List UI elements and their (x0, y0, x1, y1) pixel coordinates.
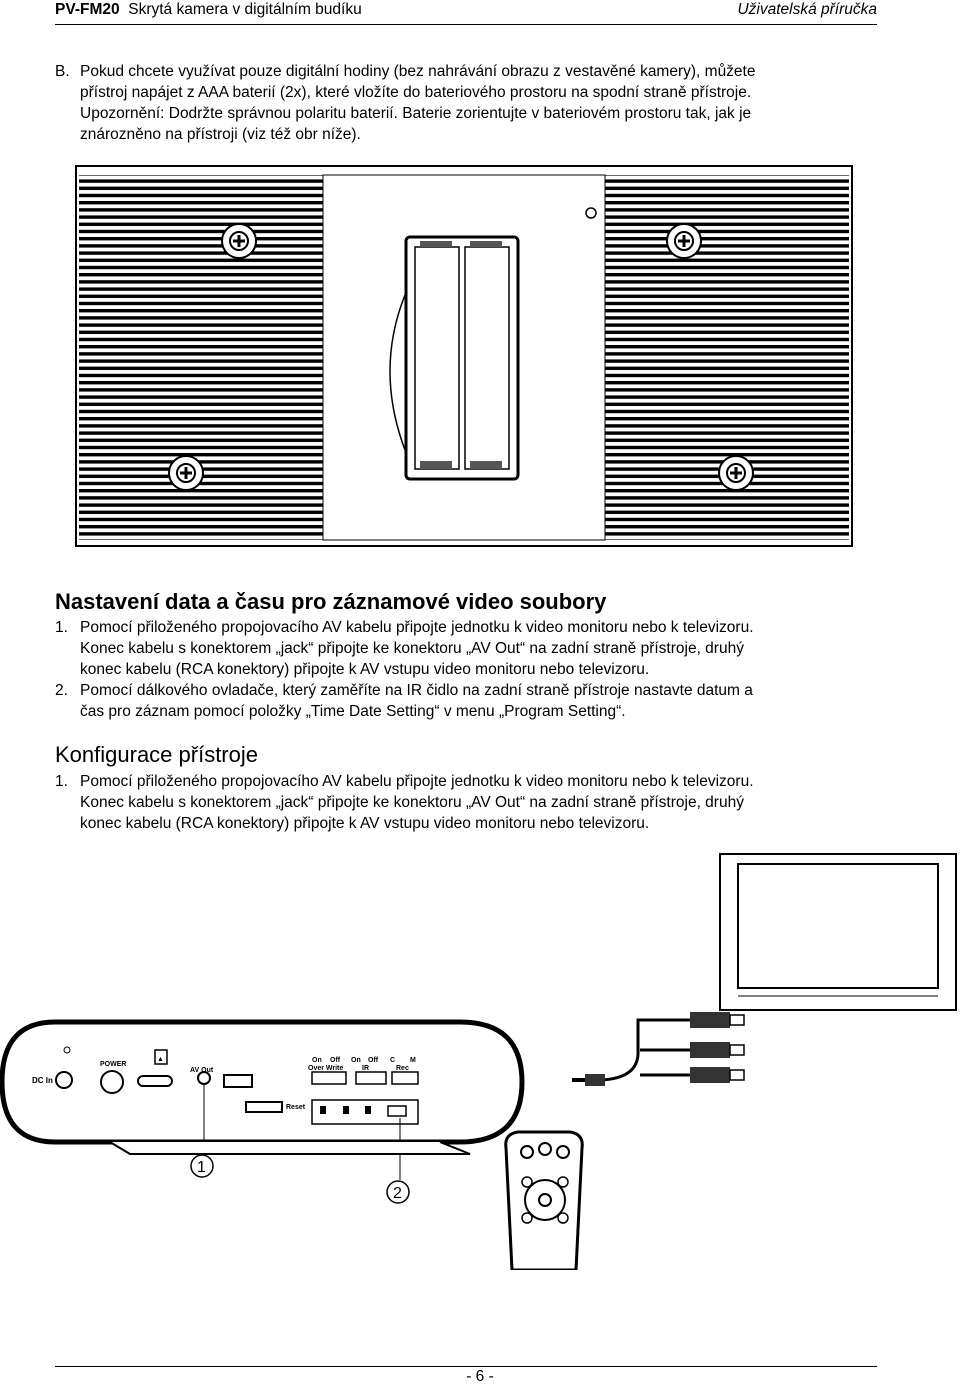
date-time-heading: Nastavení data a času pro záznamové video soubory (55, 589, 607, 614)
c-label: C (390, 1057, 396, 1064)
screw-icon (222, 224, 256, 258)
header-left (55, 1, 362, 19)
item-number: 2. (55, 682, 68, 699)
m-label: M (410, 1057, 416, 1064)
item-line: Pomocí přiloženého propojovacího AV kabelu připojte jednotku k video monitoru nebo k televizoru. (80, 619, 754, 636)
off-label: Off (330, 1057, 341, 1064)
remote-control-icon (506, 1132, 583, 1270)
config-item-1-text (80, 771, 880, 834)
item-line: konec kabelu (RCA konektory) připojte k AV vstupu video monitoru nebo televizoru. (80, 661, 650, 678)
reset-label: Reset (286, 1104, 306, 1111)
item-line: Konec kabelu s konektorem „jack“ připojte ke konektoru „AV Out“ na zadní straně přístroje, druhý (80, 640, 744, 657)
rec-label: Rec (396, 1065, 409, 1072)
av-cable-icon (572, 1012, 744, 1086)
page-number: - 6 - (466, 1368, 494, 1385)
header-title: Skrytá kamera v digitálním budíku (128, 1, 362, 18)
power-label: POWER (100, 1061, 127, 1068)
section-b-line: Pokud chcete využívat pouze digitální hodiny (bez nahrávání obrazu z vestavěné kamery), můžete (80, 63, 756, 80)
connection-illustration (0, 850, 960, 1270)
over-write-label: Over Write (308, 1065, 344, 1072)
section-b-line: znározněno na přístroji (viz též obr níže). (80, 126, 361, 143)
date-item-2-text (80, 680, 880, 722)
eject-label: ▲ (157, 1056, 164, 1063)
item-line: Pomocí dálkového ovladače, který zaměříte na IR čidlo na zadní straně přístroje nastavte datum a (80, 682, 753, 699)
dc-in-label: DC In (32, 1076, 53, 1085)
battery-compartment-illustration (75, 165, 855, 550)
device-back-panel (2, 1022, 522, 1180)
item-line: Konec kabelu s konektorem „jack“ připojte ke konektoru „AV Out“ na zadní straně přístroje, druhý (80, 794, 744, 811)
screw-icon (169, 456, 203, 490)
item-line: čas pro záznam pomocí položky „Time Date Setting“ v menu „Program Setting“. (80, 703, 626, 720)
on-label: On (312, 1057, 322, 1064)
date-item-1-text (80, 617, 880, 680)
item-line: konec kabelu (RCA konektory) připojte k AV vstupu video monitoru nebo televizoru. (80, 815, 650, 832)
screw-icon (667, 224, 701, 258)
configuration-heading: Konfigurace přístroje (55, 742, 258, 767)
section-b-text (80, 61, 880, 145)
item-number: 1. (55, 619, 68, 636)
ir-label: IR (362, 1065, 369, 1072)
page-header (55, 0, 877, 25)
section-b-line: Upozornění: Dodržte správnou polaritu baterií. Baterie zorientujte v bateriovém prostoru tak, jak je (80, 105, 752, 122)
on-label: On (351, 1057, 361, 1064)
footer-divider (55, 1366, 877, 1367)
tv-icon (720, 854, 956, 1010)
item-line: Pomocí přiloženého propojovacího AV kabelu připojte jednotku k video monitoru nebo k televizoru. (80, 773, 754, 790)
screw-icon (719, 456, 753, 490)
header-right: Uživatelská příručka (737, 1, 877, 18)
callout-2: 2 (393, 1185, 402, 1202)
header-model: PV-FM20 (55, 1, 120, 18)
av-out-label: AV Out (190, 1067, 214, 1074)
section-b-line: přístroj napájet z AAA baterií (2x), které vložíte do bateriového prostoru na spodní straně přístroje. (80, 84, 752, 101)
off-label: Off (368, 1057, 379, 1064)
item-number: 1. (55, 773, 68, 790)
section-b-marker: B. (55, 63, 70, 80)
callout-1: 1 (197, 1159, 206, 1176)
